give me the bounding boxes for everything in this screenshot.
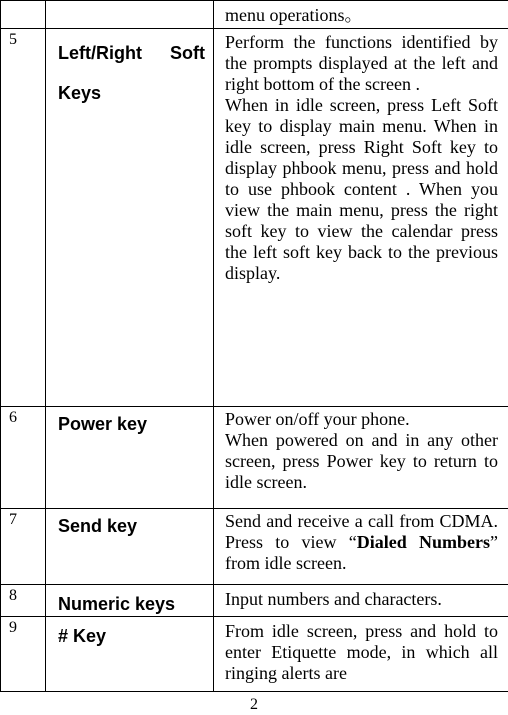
table-row [1,509,508,585]
key-description [214,585,508,617]
key-name: Power key [46,407,214,509]
page-number: 2 [250,696,258,713]
row-number: 7 [1,509,46,585]
table-row [1,1,508,29]
key-name: Send key [46,509,214,585]
key-name: # Key [46,617,214,692]
description-paragraph [225,511,498,574]
description-paragraph: From idle screen, press and hold to enter Etiquette mode, in which all ringing alerts are [225,621,498,683]
row-number: 6 [1,407,46,509]
key-description [214,29,508,407]
table-row [1,585,508,617]
description-paragraph: Power on/off your phone. [225,409,410,429]
description-text: Send and receive a call from CDMA. Press to view “ [225,511,498,552]
key-name [46,1,214,29]
table-row [1,29,508,407]
table-row [1,407,508,509]
description-paragraph: menu operations。 [225,5,363,25]
description-paragraph: Input numbers and characters. [225,589,442,609]
description-paragraph: Perform the functions identified by the prompts displayed at the left and right bottom of the screen . [225,32,498,94]
key-description [214,617,508,692]
key-name: Numeric keys [46,585,214,617]
row-number: 9 [1,617,46,692]
table-row [1,617,508,692]
row-number [1,1,46,29]
key-description [214,509,508,585]
key-name: Left/Right Soft Keys [46,29,214,407]
key-description [214,1,508,29]
description-paragraph: When in idle screen, press Left Soft key to display main menu. When in idle screen, press Right Soft key to display phbook menu, press and hold to use phbook content . When you view the main menu, press the right soft key to view the calendar press the left soft key back to the previous display. [225,95,498,283]
row-number: 8 [1,585,46,617]
description-bold-text: Dialed Numbers [356,532,491,552]
row-number: 5 [1,29,46,407]
description-paragraph: When powered on and in any other screen, press Power key to return to idle screen. [225,430,498,492]
key-description [214,407,508,509]
description-text: ” from idle screen. [225,532,499,573]
